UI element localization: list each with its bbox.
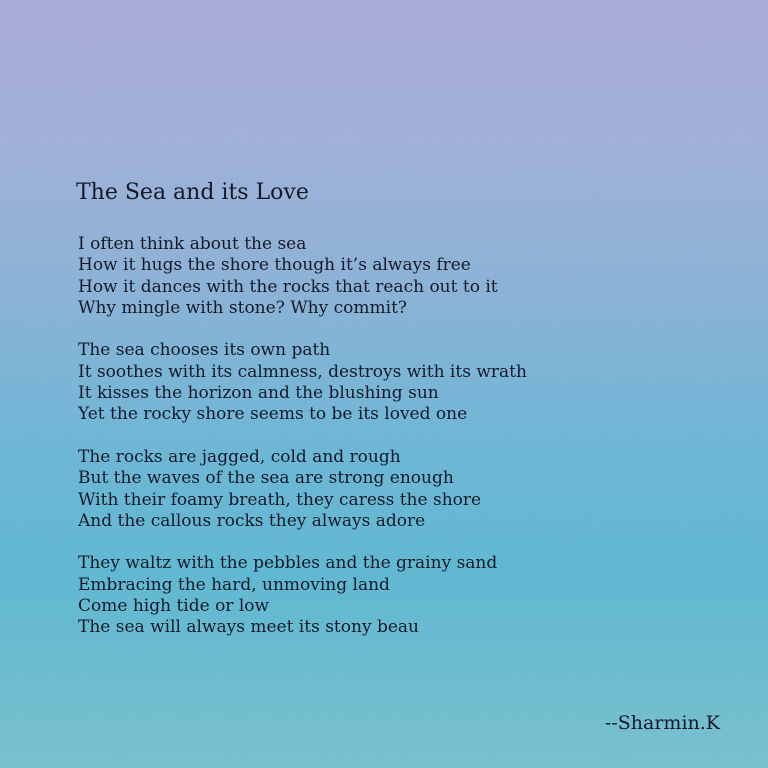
poem-body xyxy=(78,234,527,660)
stanza xyxy=(78,447,527,532)
poem-line: How it hugs the shore though it’s always free xyxy=(78,255,471,276)
poem-line: But the waves of the sea are strong enough xyxy=(78,468,454,489)
poem-line: Yet the rocky shore seems to be its loved one xyxy=(78,404,468,425)
stanza xyxy=(78,340,527,425)
poem-line: It soothes with its calmness, destroys with its wrath xyxy=(78,361,527,382)
poem-line: Embracing the hard, unmoving land xyxy=(78,574,390,595)
poem-line: I often think about the sea xyxy=(78,234,307,254)
poem-line: The sea will always meet its stony beau xyxy=(78,617,419,638)
poem-line: It kisses the horizon and the blushing sun xyxy=(78,383,439,404)
poem-line: The sea chooses its own path xyxy=(78,340,331,361)
author-signature: --Sharmin.K xyxy=(604,712,720,734)
poem-line: And the callous rocks they always adore xyxy=(78,510,426,531)
poem-line: How it dances with the rocks that reach out to it xyxy=(78,276,498,297)
poem-line: The rocks are jagged, cold and rough xyxy=(78,446,401,467)
poem-title: The Sea and its Love xyxy=(76,180,309,205)
stanza xyxy=(78,234,527,319)
poem-line: Why mingle with stone? Why commit? xyxy=(78,297,408,318)
stanza xyxy=(78,553,527,638)
poem-line: With their foamy breath, they caress the shore xyxy=(78,489,482,510)
poem-line: They waltz with the pebbles and the grainy sand xyxy=(78,553,498,574)
poem-line: Come high tide or low xyxy=(78,596,270,617)
